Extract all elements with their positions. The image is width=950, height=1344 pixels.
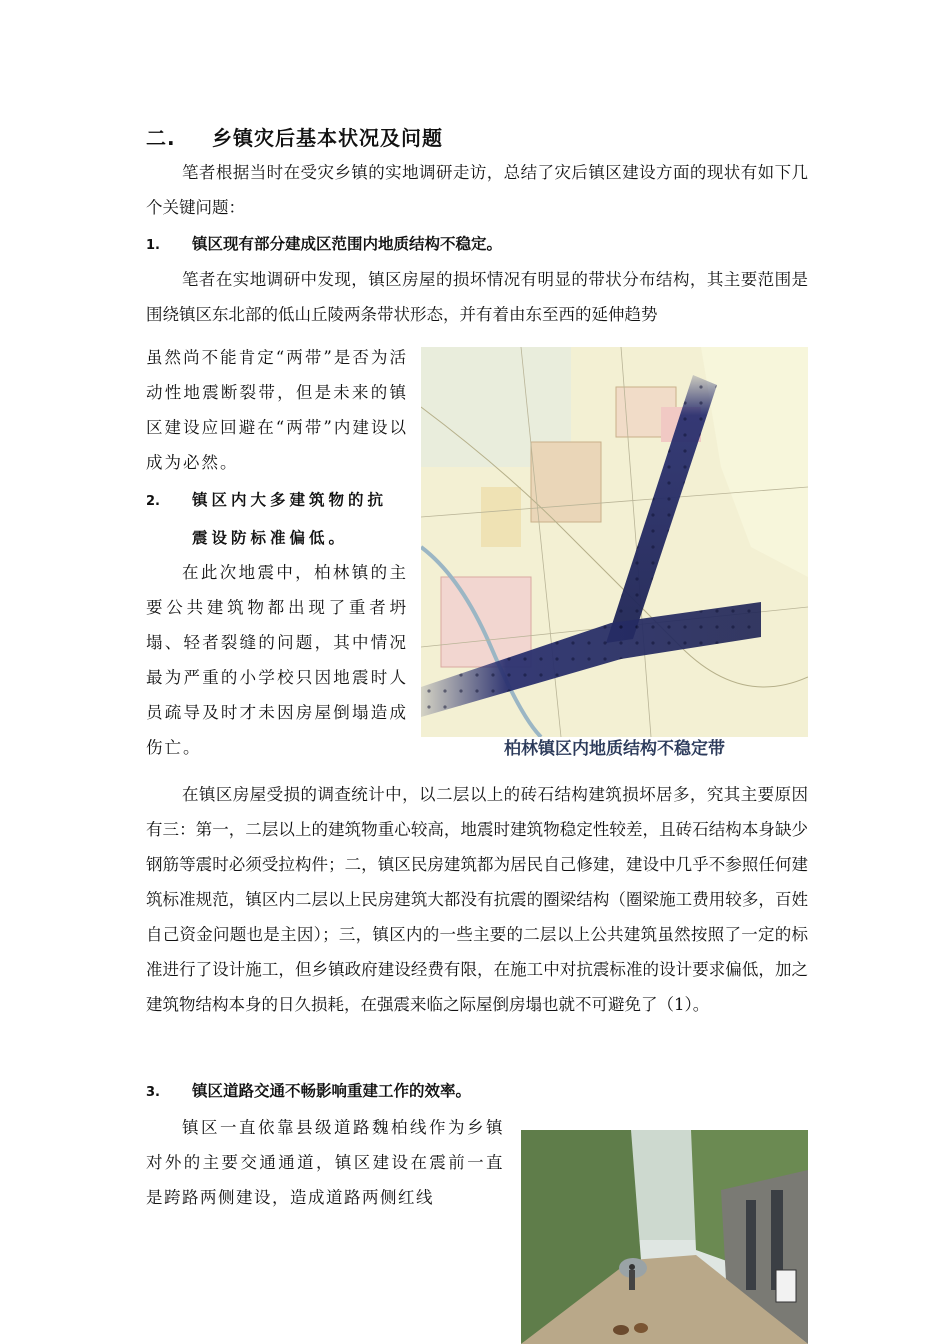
section-title: 乡镇灾后基本状况及问题 <box>212 126 443 150</box>
item-1-heading <box>146 227 502 263</box>
street-photo-graphic <box>521 1130 808 1344</box>
item-3-number: 3. <box>146 1085 160 1100</box>
section-heading <box>146 122 443 151</box>
intro-paragraph: 笔者根据当时在受灾乡镇的实地调研走访，总结了灾后镇区建设方面的现状有如下几个关键问题： <box>146 163 808 217</box>
item-1-number: 1. <box>146 238 160 253</box>
geology-map-image <box>421 347 808 737</box>
item-2-title-line1: 镇区内大多建筑物的抗 <box>192 491 388 509</box>
item-1-paragraph-cont: 虽然尚不能肯定“两带”是否为活动性地震断裂带，但是未来的镇区建设应回避在“两带”内建设以成为必然。 <box>146 348 408 472</box>
item-1-paragraph: 笔者在实地调研中发现，镇区房屋的损坏情况有明显的带状分布结构，其主要范围是围绕镇区东北部的低山丘陵两条带状形态，并有着由东至西的延伸趋势 <box>146 270 808 324</box>
map-graphic <box>421 347 808 737</box>
item-3-paragraph: 镇区一直依靠县级道路魏柏线作为乡镇对外的主要交通通道，镇区建设在震前一直是跨路两侧建设，造成道路两侧红线 <box>146 1118 504 1207</box>
item-3-heading <box>146 1074 471 1110</box>
item-2-paragraph: 在镇区房屋受损的调查统计中，以二层以上的砖石结构建筑损坏居多，究其主要原因有三：第一，二层以上的建筑物重心较高，地震时建筑物稳定性较差，且砖石结构本身缺少钢筋等震时必须受拉构件；二，镇区民房建筑都为居民自己修建，建设中几乎不参照任何建筑标准规范，镇区内二层以上民房建筑大都没有抗震的圈梁结构（圈梁施工费用较多，百姓自己资金问题也是主因）；三，镇区内的一些主要的二层以上公共建筑虽然按照了一定的标准进行了设计施工，但乡镇政府建设经费有限，在施工中对抗震标准的设计要求偏低，加之建筑物结构本身的日久损耗，在强震来临之际屋倒房塌也就不可避免了（1）。 <box>146 785 808 1014</box>
item-2-paragraph-narrow: 在此次地震中，柏林镇的主要公共建筑物都出现了重者坍塌、轻者裂缝的问题，其中情况最为严重的小学校只因地震时人员疏导及时才未因房屋倒塌造成伤亡。 <box>146 563 408 757</box>
map-caption: 柏林镇区内地质结构不稳定带 <box>504 739 725 759</box>
item-1-title: 镇区现有部分建成区范围内地质结构不稳定。 <box>192 235 503 253</box>
item-3-title: 镇区道路交通不畅影响重建工作的效率。 <box>192 1082 472 1100</box>
street-photo-image <box>521 1130 808 1344</box>
item-2-heading <box>146 482 408 557</box>
section-number: 二. <box>146 126 176 150</box>
item-2-title-line2: 震设防标准偏低。 <box>192 529 349 547</box>
item-2-number: 2. <box>146 494 160 509</box>
